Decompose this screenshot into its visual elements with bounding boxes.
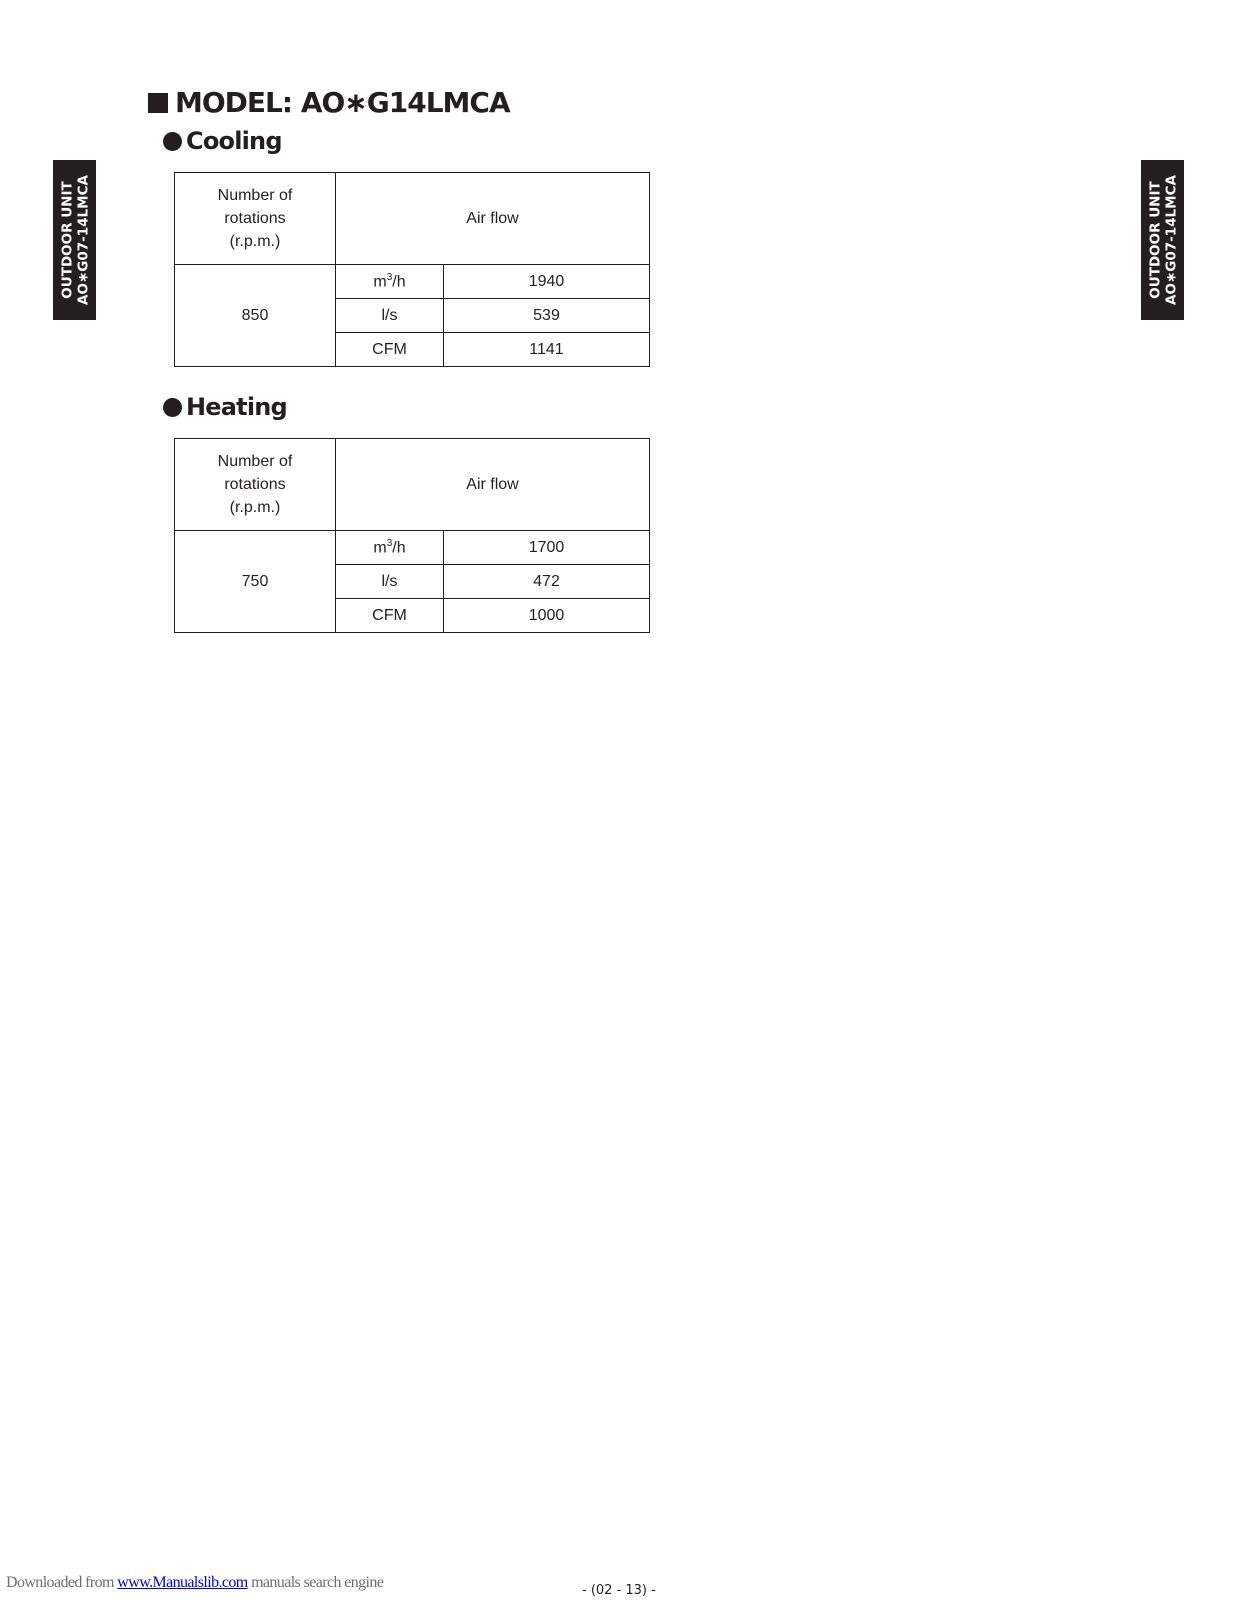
manualslib-link[interactable]: www.Manualslib.com <box>117 1574 248 1591</box>
circle-bullet-icon <box>163 398 182 417</box>
unit-cell <box>336 265 444 299</box>
unit-cell: l/s <box>336 299 444 333</box>
unit-superscript: 3 <box>386 271 393 283</box>
header-rpm <box>175 439 336 531</box>
unit-base: m <box>373 273 387 291</box>
square-bullet-icon <box>148 93 168 113</box>
rpm-value: 750 <box>175 531 336 633</box>
value-cell: 539 <box>444 299 650 333</box>
table-header-row <box>175 439 650 531</box>
cooling-section-title <box>163 127 282 155</box>
side-tab-line2: AO∗G07-14LMCA <box>74 175 91 305</box>
table-row <box>175 531 650 565</box>
side-tab-line1: OUTDOOR UNIT <box>58 181 75 299</box>
tagline-text: manuals search engine <box>251 1574 384 1591</box>
circle-bullet-icon <box>163 132 182 151</box>
unit-cell: CFM <box>336 333 444 367</box>
rpm-value: 850 <box>175 265 336 367</box>
model-title <box>148 86 510 119</box>
heating-section-title <box>163 393 287 421</box>
value-cell: 1000 <box>444 599 650 633</box>
downloaded-from-text: Downloaded from <box>6 1574 114 1591</box>
unit-tail: /h <box>392 273 406 291</box>
unit-cell: CFM <box>336 599 444 633</box>
side-tab-left <box>53 160 96 320</box>
header-rpm-text: Number of rotations (r.p.m.) <box>217 453 293 516</box>
unit-base: m <box>373 539 387 557</box>
header-airflow: Air flow <box>336 439 650 531</box>
table-header-row <box>175 173 650 265</box>
value-cell: 1700 <box>444 531 650 565</box>
side-tab-right <box>1141 160 1184 320</box>
cooling-airflow-table <box>174 172 650 367</box>
value-cell: 472 <box>444 565 650 599</box>
unit-tail: /h <box>392 539 406 557</box>
page-number: - (02 - 13) - <box>582 1583 656 1598</box>
unit-cell <box>336 531 444 565</box>
cooling-title-text: Cooling <box>186 127 282 155</box>
heating-title-text: Heating <box>186 393 287 421</box>
unit-cell: l/s <box>336 565 444 599</box>
side-tab-line1: OUTDOOR UNIT <box>1146 181 1163 299</box>
table-row <box>175 265 650 299</box>
value-cell: 1940 <box>444 265 650 299</box>
download-footer <box>6 1574 383 1592</box>
header-rpm-text: Number of rotations (r.p.m.) <box>217 187 293 250</box>
model-title-text: MODEL: AO∗G14LMCA <box>175 86 510 119</box>
unit-superscript: 3 <box>386 537 393 549</box>
header-airflow: Air flow <box>336 173 650 265</box>
heating-airflow-table <box>174 438 650 633</box>
value-cell: 1141 <box>444 333 650 367</box>
side-tab-line2: AO∗G07-14LMCA <box>1162 175 1179 305</box>
header-rpm <box>175 173 336 265</box>
